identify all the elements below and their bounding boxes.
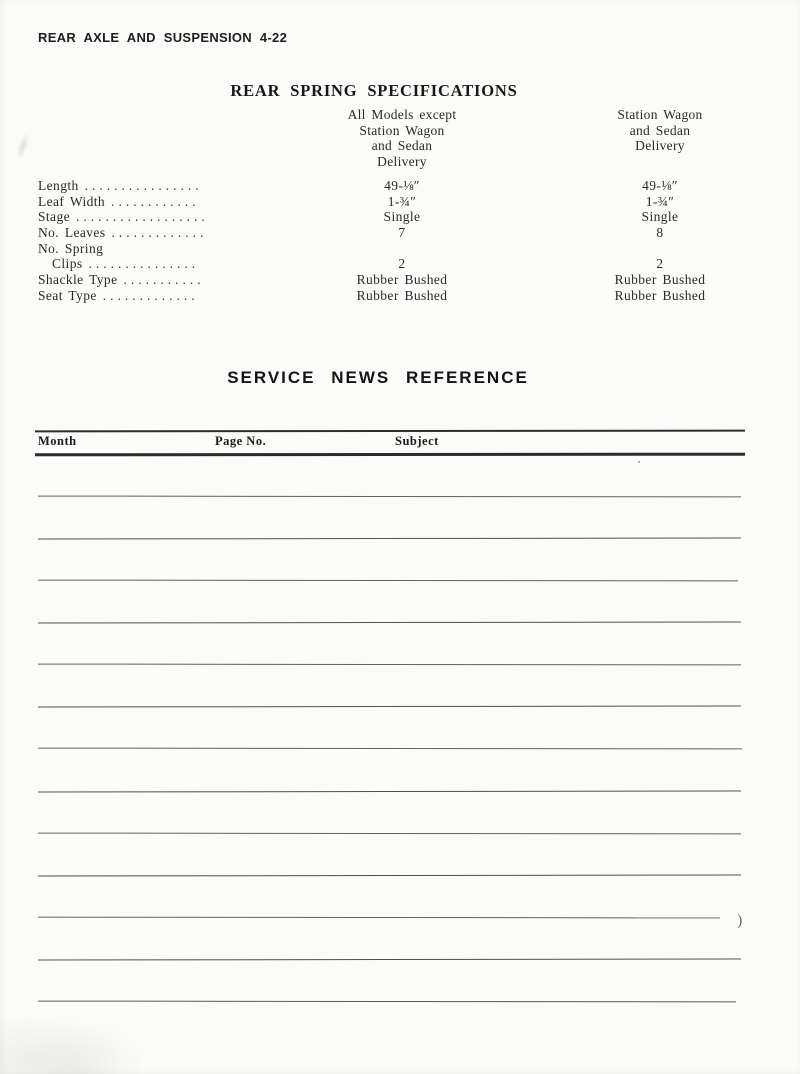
column-header-line: and Sedan	[371, 138, 433, 154]
blank-entry-lines	[38, 496, 743, 1043]
column-header-line: and Sedan	[629, 122, 691, 138]
spec-value: Rubber Bushed	[356, 287, 448, 303]
spec-row-labels	[38, 178, 213, 304]
column-header-month: Month	[38, 434, 77, 448]
table-header-rule-top	[35, 430, 745, 433]
spec-value: Single	[383, 209, 421, 225]
spec-column-header-station-wagon	[570, 107, 750, 154]
dot-leader: .............	[102, 287, 199, 303]
stray-parenthesis-mark: )	[737, 912, 743, 929]
spec-row-label	[38, 209, 213, 225]
ruled-line	[38, 538, 741, 540]
spec-value: Single	[641, 209, 679, 225]
ruled-line	[38, 832, 741, 834]
ruled-line	[38, 790, 741, 792]
spec-row-label	[38, 194, 213, 210]
ruled-line	[38, 916, 720, 918]
spec-values-station-wagon	[570, 178, 750, 304]
ruled-line	[38, 1001, 736, 1003]
spec-value	[570, 241, 750, 257]
spec-label-text: Stage	[38, 209, 70, 225]
spec-label-text: No. Leaves	[38, 225, 106, 241]
column-header-line: Delivery	[635, 138, 685, 154]
ruled-line	[38, 496, 741, 498]
spec-value: 2	[398, 256, 406, 272]
dot-leader: ............	[111, 193, 200, 209]
spec-label-text: Leaf Width	[38, 193, 106, 209]
ruled-line	[38, 958, 741, 960]
ruled-line	[38, 706, 741, 708]
service-section-title: SERVICE NEWS REFERENCE	[227, 368, 529, 387]
spec-label-text: Shackle Type	[38, 272, 118, 288]
spec-values-all-models	[312, 178, 492, 304]
spec-value: 8	[656, 225, 664, 241]
spec-value: 1-¾″	[387, 193, 417, 209]
ruled-line	[38, 622, 741, 624]
scan-artifact	[0, 1005, 140, 1074]
spec-value: 7	[398, 225, 406, 241]
column-header-line: Station Wagon	[617, 107, 703, 122]
spec-label-text: Length	[38, 178, 79, 193]
spec-value: Rubber Bushed	[614, 272, 706, 288]
spec-value: Rubber Bushed	[356, 272, 448, 288]
spec-row-label	[38, 178, 213, 194]
spec-row-label	[38, 256, 213, 272]
spec-value	[312, 241, 492, 257]
spec-value: Rubber Bushed	[614, 287, 706, 303]
ruled-line	[38, 874, 741, 876]
dot-leader: ...............	[88, 256, 200, 272]
column-header-line: Delivery	[377, 153, 427, 169]
table-header-rule-bottom	[35, 453, 745, 456]
spec-row-label	[38, 225, 213, 241]
spec-value: 1-¾″	[645, 193, 675, 209]
spec-row-label	[38, 288, 213, 304]
ruled-line	[38, 580, 738, 582]
scan-artifact	[14, 131, 32, 161]
spec-label-text: Clips	[52, 256, 83, 272]
spec-row-label	[38, 241, 213, 257]
spec-value: 49-⅛″	[384, 178, 420, 193]
ruled-line	[38, 748, 742, 750]
dot-leader: .............	[111, 225, 208, 241]
dot-leader: ...........	[123, 272, 205, 288]
spec-value: 49-⅛″	[642, 178, 678, 193]
spec-row-label	[38, 272, 213, 288]
scan-artifact	[638, 461, 640, 463]
column-header-line: All Models except	[347, 107, 457, 122]
spec-section-title: REAR SPRING SPECIFICATIONS	[230, 81, 518, 100]
spec-value: 2	[656, 256, 664, 272]
dot-leader: ................	[84, 178, 203, 193]
page-header: REAR AXLE AND SUSPENSION 4-22	[38, 30, 288, 45]
column-header-page-no: Page No.	[215, 434, 267, 448]
spec-label-text: Seat Type	[38, 287, 97, 303]
spec-column-header-all-models	[312, 107, 492, 169]
column-header-line: Station Wagon	[359, 122, 445, 138]
dot-leader: ..................	[76, 209, 209, 225]
column-header-subject: Subject	[395, 434, 439, 448]
ruled-line	[38, 664, 741, 666]
spec-label-text: No. Spring	[38, 240, 104, 256]
